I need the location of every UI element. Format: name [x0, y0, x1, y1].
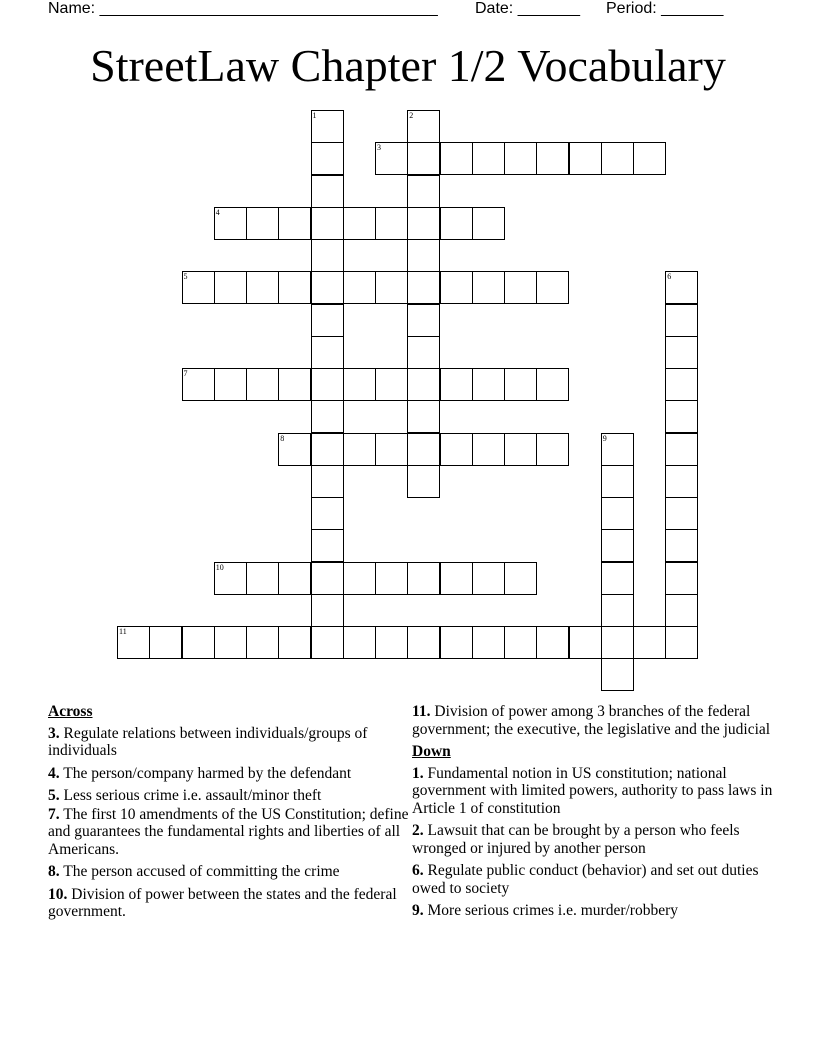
cell-number: 4 [215, 207, 220, 217]
crossword-cell[interactable] [214, 562, 247, 595]
cell-number: 2 [409, 111, 414, 120]
clue-text: More serious crimes i.e. murder/robbery [427, 902, 679, 919]
clue-number: 9. [412, 902, 424, 919]
name-field[interactable]: Name: ______________________________________ [48, 0, 438, 17]
crossword-cell[interactable] [504, 142, 537, 175]
crossword-cell[interactable] [504, 368, 537, 401]
crossword-cell[interactable] [375, 368, 408, 401]
clue-text: The person/company harmed by the defendant [63, 764, 352, 782]
crossword-cell[interactable] [246, 271, 279, 304]
crossword-cell[interactable] [665, 594, 698, 627]
crossword-cell[interactable] [311, 465, 344, 498]
crossword-cell[interactable] [665, 433, 698, 466]
clue-number: 7. [48, 805, 60, 823]
crossword-cell[interactable] [601, 529, 634, 562]
crossword-cell[interactable] [182, 271, 215, 304]
crossword-cell[interactable] [407, 562, 440, 595]
crossword-cell[interactable] [633, 142, 666, 175]
crossword-cell[interactable] [536, 626, 569, 659]
clue-number: 8. [48, 863, 60, 880]
crossword-cell[interactable] [343, 368, 376, 401]
crossword-cell[interactable] [407, 271, 440, 304]
crossword-cell[interactable] [278, 626, 311, 659]
crossword-cell[interactable] [472, 271, 505, 304]
crossword-cell[interactable] [472, 207, 505, 240]
crossword-cell[interactable] [214, 207, 247, 240]
crossword-cell[interactable] [504, 562, 537, 595]
crossword-cell[interactable] [440, 626, 473, 659]
crossword-cell[interactable] [311, 142, 344, 175]
crossword-cell[interactable] [665, 465, 698, 498]
clue-down-6 [412, 862, 777, 897]
crossword-cell[interactable] [407, 626, 440, 659]
crossword-cell[interactable] [665, 497, 698, 530]
crossword-cell[interactable] [407, 207, 440, 240]
clue-number: 4. [48, 764, 60, 782]
crossword-cell[interactable] [601, 497, 634, 530]
cell-number: 10 [215, 562, 224, 572]
cell-number: 11 [119, 627, 127, 636]
crossword-cell[interactable] [665, 400, 698, 433]
crossword-cell[interactable] [407, 433, 440, 466]
crossword-cell[interactable] [536, 142, 569, 175]
clue-across-7 [48, 806, 413, 859]
crossword-cell[interactable] [601, 562, 634, 595]
crossword-cell[interactable] [407, 239, 440, 272]
crossword-cell[interactable] [569, 626, 602, 659]
crossword-cell[interactable] [311, 336, 344, 369]
crossword-cell[interactable] [665, 271, 698, 304]
crossword-cell[interactable] [407, 142, 440, 175]
across-heading: Across [48, 703, 93, 720]
crossword-cell[interactable] [311, 562, 344, 595]
clue-number: 2. [412, 822, 424, 839]
crossword-cell[interactable] [311, 271, 344, 304]
date-field[interactable]: Date: _______ [475, 0, 580, 17]
clue-across-4 [48, 765, 413, 783]
crossword-cell[interactable] [278, 271, 311, 304]
crossword-cell[interactable] [278, 368, 311, 401]
clue-text: The person accused of committing the crime [63, 863, 340, 880]
crossword-cell[interactable] [311, 175, 344, 208]
crossword-cell[interactable] [536, 368, 569, 401]
crossword-cell[interactable] [117, 626, 150, 659]
clue-number: 1. [412, 764, 424, 782]
crossword-cell[interactable] [343, 207, 376, 240]
crossword-cell[interactable] [407, 175, 440, 208]
crossword-cell[interactable] [311, 626, 344, 659]
crossword-cell[interactable] [311, 110, 344, 143]
crossword-cell[interactable] [601, 142, 634, 175]
cell-number: 3 [377, 143, 381, 153]
crossword-cell[interactable] [407, 110, 440, 143]
clue-text: Regulate public conduct (behavior) and set out duties owed to society [412, 862, 759, 897]
clue-text: Fundamental notion in US constitution; national government with limited powers, authority to pass laws in Article 1 of constitution [412, 764, 773, 817]
cell-number: 9 [602, 433, 607, 443]
crossword-cell[interactable] [375, 207, 408, 240]
clues-right-column [412, 703, 777, 925]
crossword-cell[interactable] [149, 626, 182, 659]
crossword-cell[interactable] [311, 594, 344, 627]
clue-number: 11. [412, 703, 431, 720]
clue-number: 3. [48, 724, 60, 742]
period-field[interactable]: Period: _______ [606, 0, 724, 17]
clue-text: Lawsuit that can be brought by a person who feels wronged or injured by another person [412, 822, 740, 857]
crossword-cell[interactable] [311, 529, 344, 562]
clue-text: Less serious crime i.e. assault/minor theft [63, 787, 322, 804]
crossword-cell[interactable] [375, 433, 408, 466]
clue-across-10 [48, 886, 413, 921]
crossword-cell[interactable] [407, 465, 440, 498]
clue-across-5 [48, 787, 413, 805]
crossword-cell[interactable] [633, 626, 666, 659]
crossword-cell[interactable] [278, 562, 311, 595]
crossword-cell[interactable] [246, 207, 279, 240]
clue-across-11 [412, 703, 777, 738]
clue-text: The first 10 amendments of the US Constitution; define and guarantees the fundamental rights and liberties of all Americans. [48, 805, 409, 858]
crossword-cell[interactable] [343, 433, 376, 466]
crossword-cell[interactable] [311, 207, 344, 240]
crossword-cell[interactable] [214, 368, 247, 401]
crossword-cell[interactable] [407, 368, 440, 401]
crossword-cell[interactable] [472, 626, 505, 659]
crossword-cell[interactable] [504, 433, 537, 466]
crossword-cell[interactable] [440, 207, 473, 240]
crossword-cell[interactable] [665, 529, 698, 562]
crossword-cell[interactable] [182, 626, 215, 659]
cell-number: 5 [183, 272, 188, 282]
crossword-cell[interactable] [407, 304, 440, 337]
cell-number: 6 [667, 272, 672, 282]
cell-number: 8 [280, 433, 285, 443]
crossword-cell[interactable] [601, 658, 634, 691]
crossword-cell[interactable] [601, 594, 634, 627]
cell-number: 7 [183, 369, 188, 378]
crossword-cell[interactable] [472, 433, 505, 466]
crossword-cell[interactable] [311, 400, 344, 433]
clue-text: Division of power among 3 branches of the federal government; the executive, the legislative and the judicial [412, 703, 771, 738]
crossword-cell[interactable] [311, 304, 344, 337]
crossword-cell[interactable] [440, 368, 473, 401]
crossword-cell[interactable] [311, 368, 344, 401]
crossword-cell[interactable] [182, 368, 215, 401]
clue-down-2 [412, 822, 777, 857]
crossword-cell[interactable] [214, 271, 247, 304]
crossword-cell[interactable] [472, 368, 505, 401]
crossword-cell[interactable] [343, 271, 376, 304]
crossword-cell[interactable] [536, 271, 569, 304]
crossword-cell[interactable] [375, 626, 408, 659]
crossword-cell[interactable] [375, 271, 408, 304]
crossword-cell[interactable] [246, 368, 279, 401]
crossword-cell[interactable] [601, 626, 634, 659]
crossword-cell[interactable] [214, 626, 247, 659]
clue-across-8 [48, 863, 413, 881]
crossword-cell[interactable] [311, 239, 344, 272]
crossword-cell[interactable] [278, 207, 311, 240]
crossword-cell[interactable] [601, 465, 634, 498]
clue-text: Division of power between the states and the federal government. [48, 885, 397, 920]
crossword-cell[interactable] [407, 336, 440, 369]
crossword-cell[interactable] [440, 271, 473, 304]
crossword-cell[interactable] [569, 142, 602, 175]
crossword-cell[interactable] [343, 626, 376, 659]
crossword-cell[interactable] [665, 304, 698, 337]
clue-number: 5. [48, 787, 60, 804]
crossword-cell[interactable] [343, 562, 376, 595]
clue-number: 6. [412, 862, 424, 879]
crossword-cell[interactable] [472, 562, 505, 595]
crossword-cell[interactable] [504, 271, 537, 304]
crossword-cell[interactable] [311, 497, 344, 530]
clue-across-3 [48, 725, 413, 760]
crossword-cell[interactable] [375, 142, 408, 175]
header [48, 0, 768, 22]
crossword-cell[interactable] [536, 433, 569, 466]
clue-number: 10. [48, 885, 68, 903]
crossword-cell[interactable] [440, 433, 473, 466]
crossword-cell[interactable] [246, 626, 279, 659]
crossword-cell[interactable] [246, 562, 279, 595]
crossword-cell[interactable] [504, 626, 537, 659]
crossword-cell[interactable] [407, 400, 440, 433]
crossword-cell[interactable] [665, 368, 698, 401]
crossword-cell[interactable] [278, 433, 311, 466]
clue-down-1 [412, 765, 777, 818]
crossword-cell[interactable] [472, 142, 505, 175]
cell-number: 1 [312, 111, 317, 120]
crossword-cell[interactable] [440, 562, 473, 595]
down-heading: Down [412, 743, 451, 760]
crossword-cell[interactable] [440, 142, 473, 175]
clue-text: Regulate relations between individuals/groups of individuals [48, 724, 368, 759]
page-title: StreetLaw Chapter 1/2 Vocabulary [90, 40, 726, 91]
crossword-cell[interactable] [665, 336, 698, 369]
crossword-cell[interactable] [665, 562, 698, 595]
clue-down-9 [412, 902, 777, 920]
clues-left-column [48, 703, 413, 926]
crossword-cell[interactable] [601, 433, 634, 466]
crossword-cell[interactable] [311, 433, 344, 466]
crossword-cell[interactable] [665, 626, 698, 659]
crossword-cell[interactable] [375, 562, 408, 595]
